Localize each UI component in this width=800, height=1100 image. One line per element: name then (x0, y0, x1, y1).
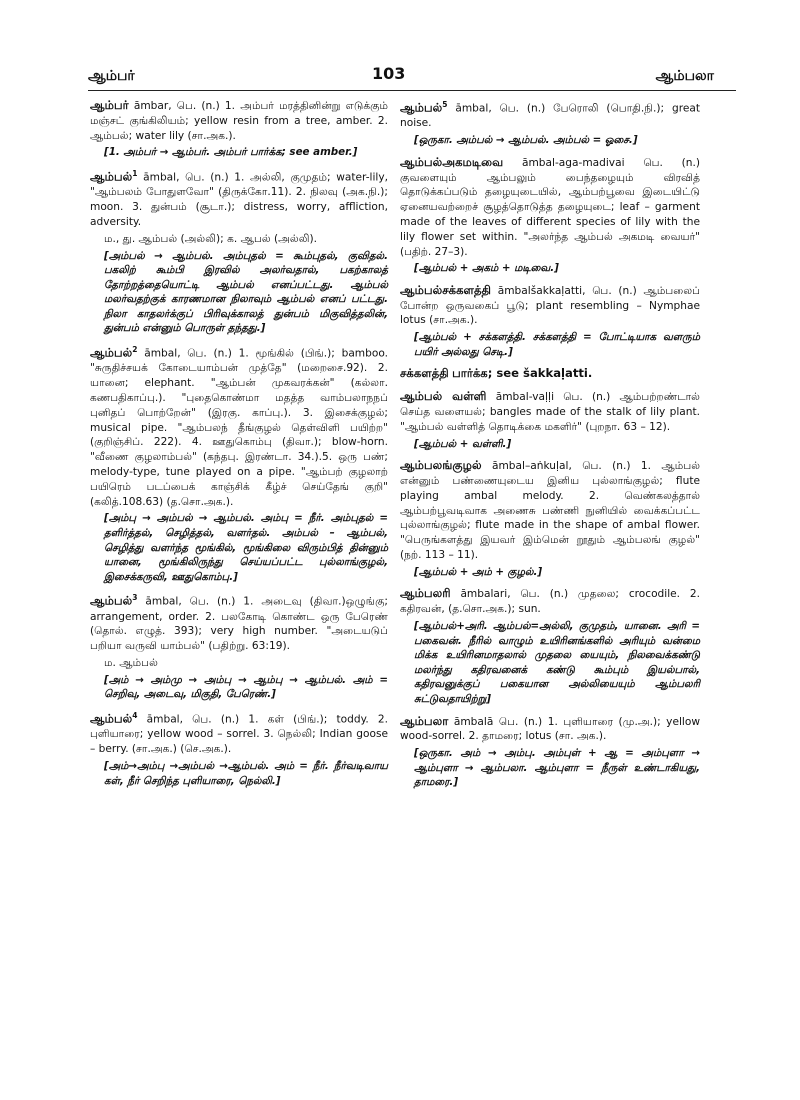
entry-etymology: [ஆம்பல்+அரி. ஆம்பல்=அல்லி, குமுதம், யானை. அரி = பகைவன். நீரில் வாழும் உயிரினங்களில் அரியும் வன்மை மிக்க உயிரினமாதலால் முதலை யையும், நிலவைக்கண்டு மலர்ந்து கதிரவனைக் கண்டு கூம்பும் இயல்பால், கதிரவனுக்குப் பகையான அல்லியையும் ஆம்பலரி சுட்டுவதாயிற்று] (414, 620, 700, 705)
dictionary-entry (90, 709, 388, 788)
entry-headword: ஆம்பல் (90, 345, 133, 360)
entry-headword: சக்களத்தி (400, 366, 449, 381)
entry-body: āmbal-vaḷḷi பெ. (n.) ஆம்பற்றண்டால் செய்த வளையல்; bangles made of the stalk of lily plant. "ஆம்பல் வள்ளித் தொடிக்கை மகளிர்" (புறநா. 63 – 12). (400, 391, 700, 433)
entry-headword: ஆம்பல்சக்களத்தி (400, 282, 492, 297)
page-number: 103 (372, 64, 406, 83)
entry-body: āmbal-aga-madivai பெ. (n.) குவளையும் ஆம்பலும் பைந்தழையும் விரவித் தொடுக்கப்படும் தழையுடையில், ஆம்பற்பூவை இடையிட்டு ஏனையவற்றைச் சூழத்தொடுத்த தழையுடை; leaf – garment made of the leaves of different species of lily with the lily flower set within. "அலர்ந்த ஆம்பல் அகமடி வையர்" (பதிற். 27–3). (400, 156, 700, 258)
dictionary-entry (90, 591, 388, 702)
entry-headword: ஆம்பலங்குழல் (400, 458, 482, 473)
entry-etymology: [அம்→அம்பு →அம்பல் →ஆம்பல். அம் = நீர். நீர்வடிவாய கள், நீர் செறிந்த புளியாரை, நெல்லி.] (104, 759, 388, 787)
entry-homonym-number: 2 (132, 345, 138, 355)
entry-body: āmbalšakkaḷatti, பெ. (n.) ஆம்பலைப் போன்ற ஒருவகைப் பூடு; plant resembling – Nymphae lotus (சா.அக.). (400, 284, 700, 327)
entry-homonym-number: 1 (132, 168, 138, 178)
dictionary-entry (400, 714, 700, 790)
entry-etymology: [ஆம்பல் + சக்களத்தி. சக்களத்தி = போட்டியாக வளரும் பயிர் அல்லது செடி.] (414, 331, 700, 358)
entry-homonym-number: 4 (132, 711, 138, 721)
dictionary-entry (400, 458, 700, 579)
entry-headword: ஆம்பல்அகமடிவை (400, 154, 504, 169)
entry-headword: ஆம்பல் (90, 169, 133, 184)
right-column (400, 98, 700, 797)
dictionary-entry (400, 98, 700, 148)
entry-body: āmbalari, பெ. (n.) முதலை; crocodile. 2. கதிரவன், (த.சொ.அக.); sun. (400, 588, 700, 616)
entry-etymology: [அம்பு → அம்பல் → ஆம்பல். அம்பு = நீர். அம்புதல் = தளிர்த்தல், செழித்தல், வளர்தல். அம்பல் – ஆம்பல், செழித்து வளர்ந்த மூங்கில், மூங்கிலை விரும்பித் தின்னும் யானை, மூங்கிலிருந்து செய்யப்பட்ட புல்லாங்குழல், இசைக்கருவி, ஊதுகொம்பு.] (104, 512, 388, 583)
entry-etymology: [ஒருகா. அம் → அம்பு. அம்புள் + ஆ = அம்புளா → ஆம்புளா → ஆம்பலா. ஆம்புளா = நீருள் உண்டாகியது, தாமரை.] (414, 747, 700, 789)
header-right-guideword: ஆம்பலா (655, 68, 714, 84)
entry-body: āmbalā பெ. (n.) 1. புளியாரை (மு.அ.); yellow wood-sorrel. 2. தாமரை; lotus (சா. அக.). (400, 715, 700, 743)
entry-headword: ஆம்பல் வள்ளி (400, 389, 487, 404)
entry-body: āmbal, பெ. (n.) 1. கள் (பிங்.); toddy. 2. புளியாரை; yellow wood – sorrel. 3. நெல்லி; Indian goose – berry. (சா.அக.) (செ.அக.). (90, 713, 388, 756)
entry-body: āmbal, பெ. (n.) 1. அல்லி, குமுதம்; water-lily, "ஆம்பலம் போதுளவோ" (திருக்கோ.11). 2. நிலவு (அக.நி.); moon. 3. துன்பம் (சூடா.); distress, worry, affliction, adversity. (90, 171, 389, 228)
dictionary-entry (400, 283, 700, 360)
entry-etymology: [ஆம்பல் + அம் + குழல்.] (414, 565, 543, 578)
page-header (0, 0, 800, 86)
dictionary-entry (400, 366, 700, 382)
entry-body: பார்க்க; see šakkaḷatti. (452, 366, 593, 381)
dictionary-entry (90, 167, 388, 336)
entry-body: āmbal, பெ. (n.) 1. அடைவு (திவா.)ஒழுங்கு; arrangement, order. 2. பலகோடி கொண்ட ஒரு பேரெண் (தொல். எழுத். 393); very high number. "அடையடுப் பறியா வருவி யாம்பல்" (பதிற்று. 63:19). (90, 595, 388, 653)
header-rule (88, 90, 736, 91)
left-column (90, 98, 388, 795)
dictionary-entry (400, 389, 700, 451)
entry-headword: ஆம்பலரி (400, 586, 451, 601)
entry-etymology: [1. அம்பர் → ஆம்பர். அம்பர் பார்க்க; see amber.] (104, 146, 358, 159)
entry-etymology: [ஒருகா. அம்பல் → ஆம்பல். அம்பல் = ஓசை.] (414, 134, 638, 147)
header-left-guideword: ஆம்பர் (88, 68, 135, 84)
dictionary-entry (400, 155, 700, 276)
entry-etymology: [ஆம்பல் + வள்ளி.] (414, 437, 512, 450)
entry-body: āmbal, பெ. (n.) 1. மூங்கில் (பிங்.); bamboo. "சுருதிச்சயக் கோடையாம்பன் முத்தே" (மறைசை.92). 2. யானை; elephant. "ஆம்பன் முகவரக்கன்" (கல்லா. கணபதிகாப்பு.). "புதைகொண்மா மதத்த வாம்பலாநநப் புனிதப் பொற்றேன்" (இரகு. காப்பு.). 3. இசைக்குழல்; musical pipe. "ஆம்பலந் தீங்குழல் தெள்விளி பயிற்ற" (குறிஞ்சிப். 222). 4. ஊதுகொம்பு (திவா.); blow-horn. "வீணை குழலாம்பல்" (கந்தபு. இரண்டா. 34.).5. ஒரு பண்; melody-type, tune played on a pipe. "ஆம்பற் குழலாற் பயிரெம் படப்பைக் காஞ்சிக் கீழ்ச் செய்தேங் குறி" (கலித்.108.63) (த.சொ.அக.). (90, 347, 388, 508)
entry-body: āmbar, பெ. (n.) 1. அம்பர் மரத்தினின்று எடுக்கும் மஞ்சட் குங்கிலியம்; yellow resin from a tree, amber. 2. ஆம்பல்; water lily (சா.அக.). (90, 100, 388, 142)
entry-body: āmbal, பெ. (n.) பேரொலி (பொதி.நி.); great noise. (400, 102, 700, 130)
entry-headword: ஆம்பர் (90, 98, 129, 112)
entry-etymology: [ஆம்பல் + அகம் + மடிவை.] (414, 262, 559, 275)
entry-homonym-number: 5 (442, 100, 448, 109)
entry-headword: ஆம்பலா (400, 713, 449, 728)
entry-body: āmbal–aṅkuḷal, பெ. (n.) 1. ஆம்பல் என்னும் பண்ணையுடைய இனிய புல்லாங்குழல்; flute playing ambal melody. 2. வெண்கலத்தால் ஆம்பற்பூவடிவாக அணைசு பண்ணி நுனியில் வைக்கப்பட்ட புல்லாங்குழல்; flute made in the shape of ambal flower. "பெருங்களத்து இயவர் இம்மென் றூதும் ஆம்பலங் குழல்" (நற். 113 – 11). (400, 460, 700, 562)
entry-etymology: [அம்பல் → ஆம்பல். அம்புதல் = கூம்புதல், குவிதல். பகலிற் கூம்பி இரவில் அலர்வதால், பகற்காலத் தோற்றத்தையொட்டி ஆம்பல் எனப்பட்டது. ஆம்பல் மலர்வதற்குக் காரணமான நிலாவும் ஆம்பல் எனப் பட்டது. நிலா காதலர்க்குப் பிரிவுக்காலத் துன்பம் மிகுவித்தலின், துன்பம் என்னும் பொருள் தந்தது.] (104, 249, 388, 335)
entry-headword: ஆம்பல் (90, 593, 133, 608)
entry-etymology: [அம் → அம்மு → அம்பு → ஆம்பு → ஆம்பல். அம் = செறிவு, அடைவு, மிகுதி, பேரெண்.] (104, 673, 388, 701)
entry-cognates: ம., து. ஆம்பல் (அல்லி); க. ஆபல் (அல்லி). (104, 232, 318, 245)
dictionary-entry (400, 586, 700, 706)
entry-homonym-number: 3 (132, 593, 138, 603)
dictionary-entry (90, 343, 388, 584)
dictionary-entry (90, 98, 388, 160)
entry-headword: ஆம்பல் (400, 100, 443, 115)
entry-cognates: ம. ஆம்பல் (104, 657, 158, 670)
entry-headword: ஆம்பல் (90, 711, 133, 726)
